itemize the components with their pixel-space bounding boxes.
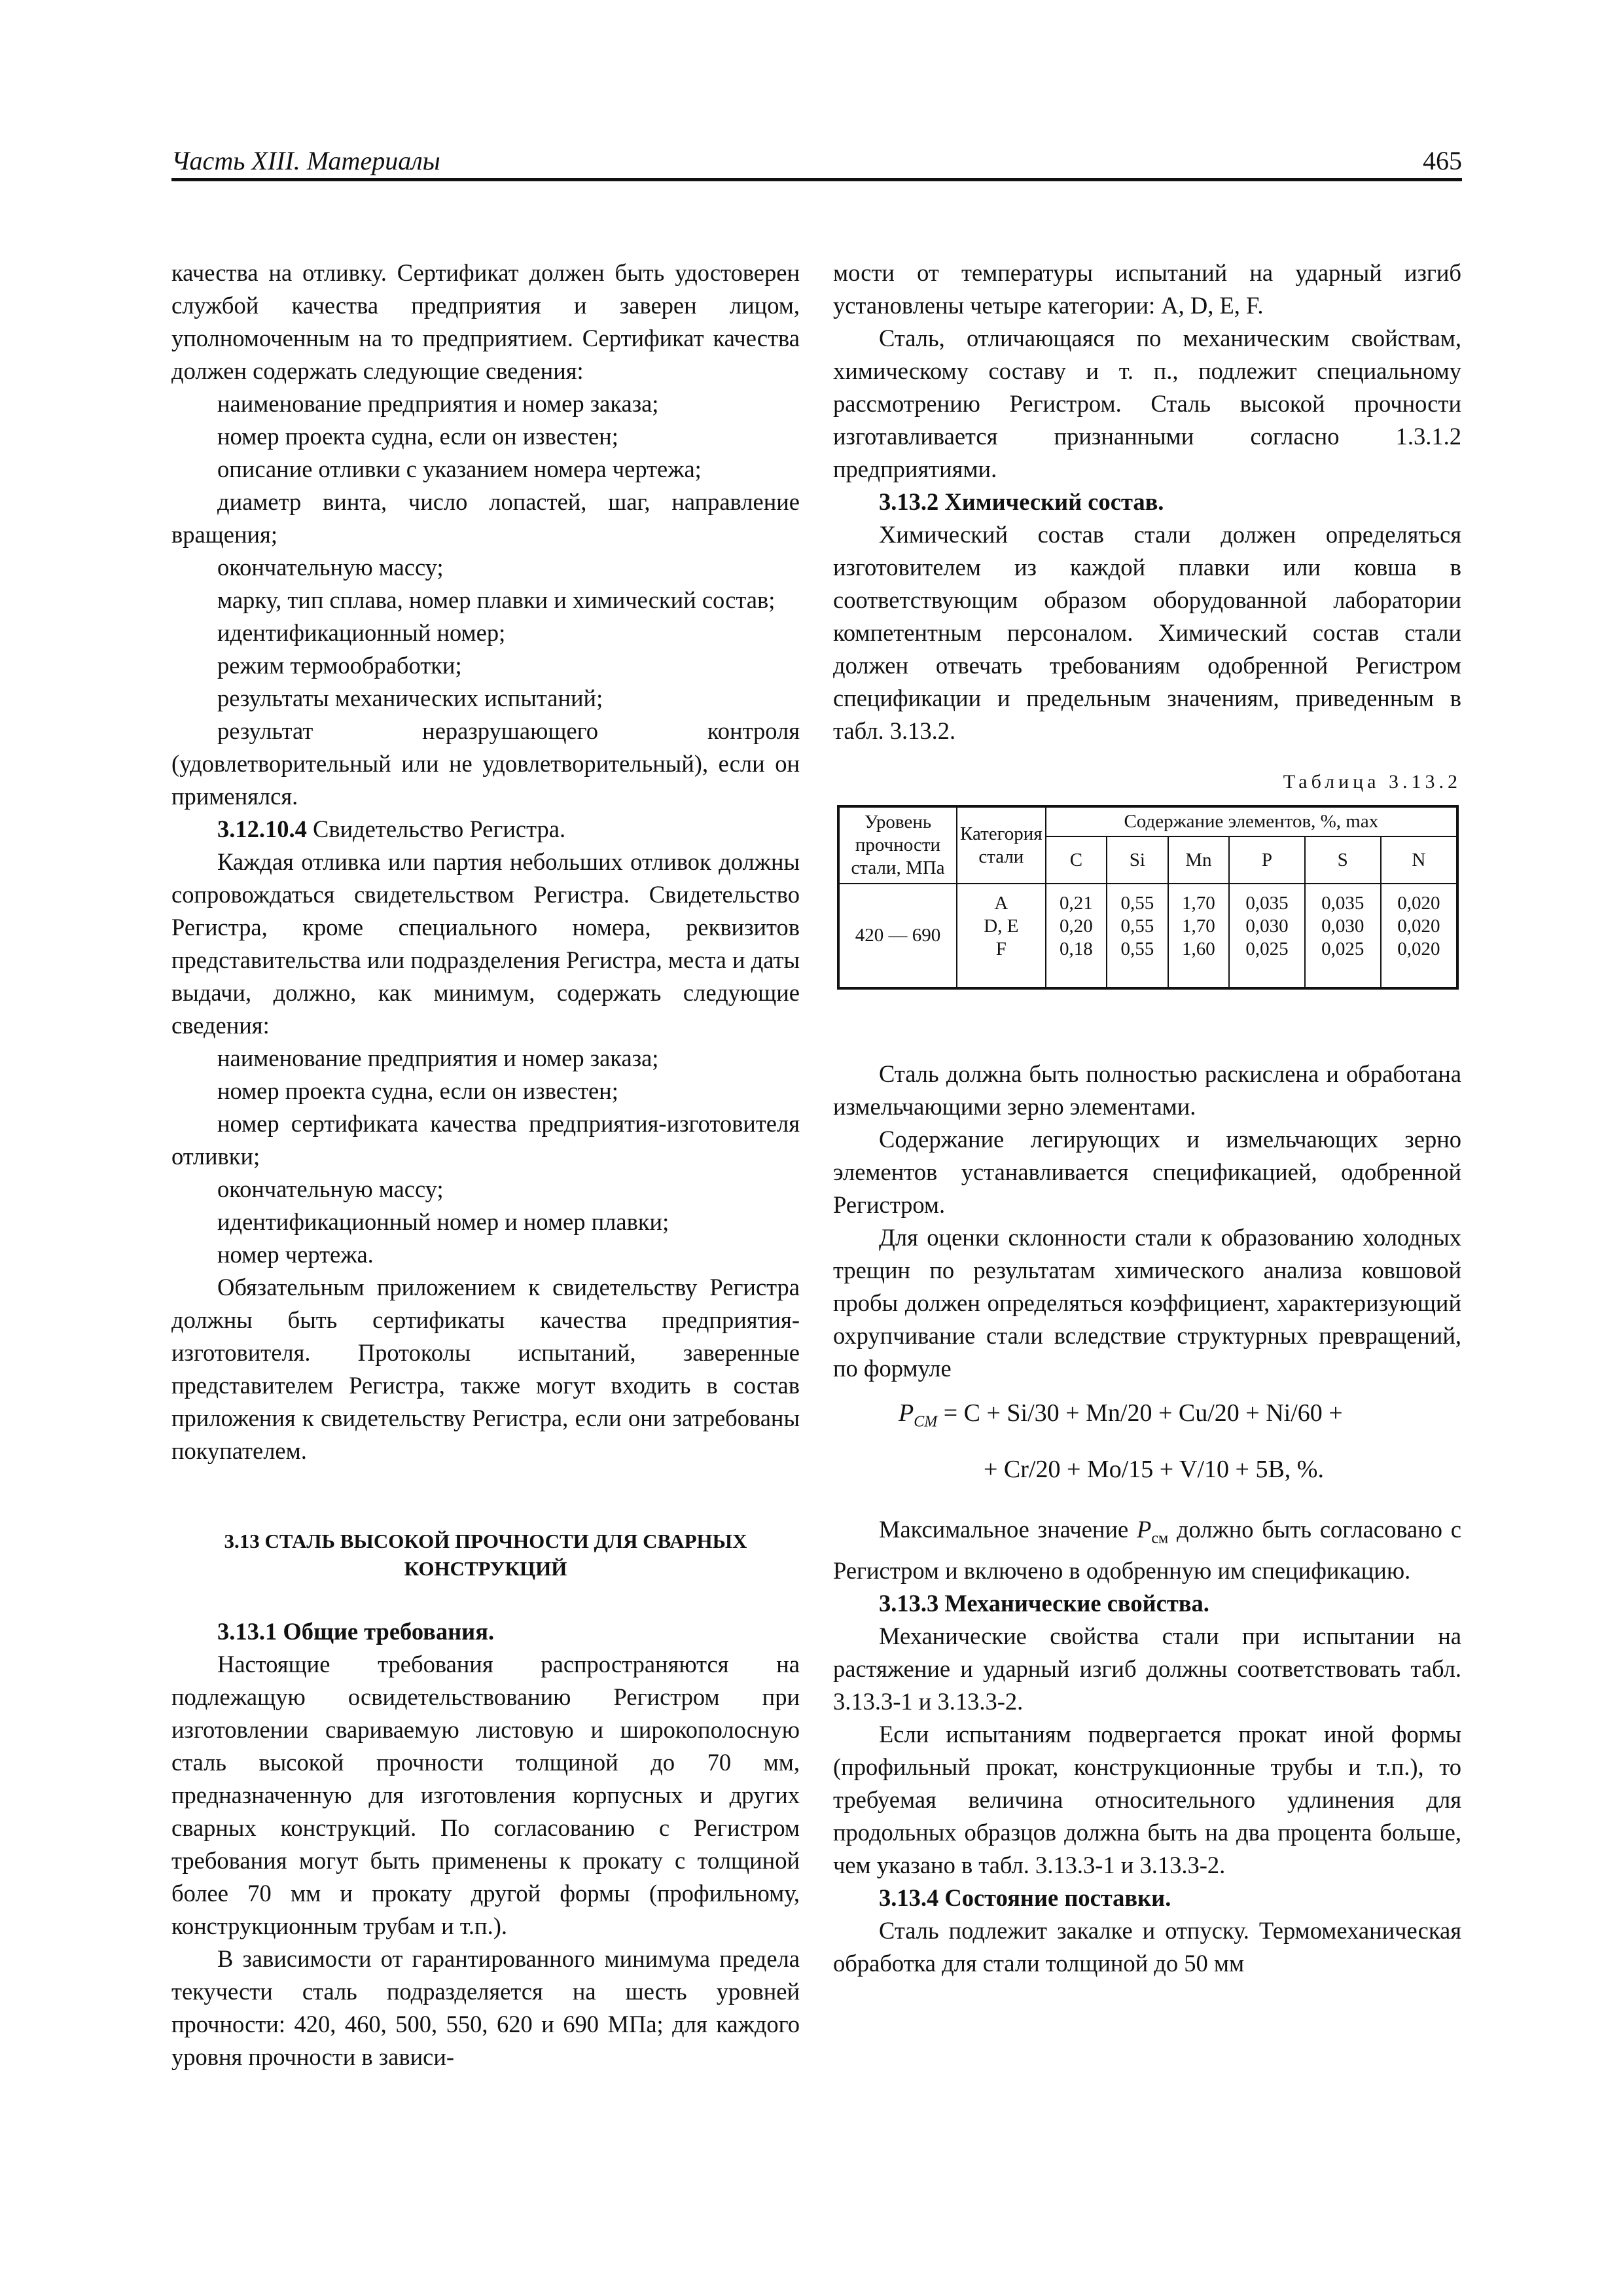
table-header-category: Категория стали (957, 806, 1046, 884)
header-title: Часть XIII. Материалы (171, 146, 440, 175)
list-item: наименование предприятия и номер заказа; (217, 390, 659, 417)
formula-line-1: $P_{CM} = C + Si/30 + Mn/20 + Cu/20 + Ni/60$ + (899, 1399, 1343, 1431)
formula (833, 1397, 1461, 1505)
table-header-content: Содержание элементов, %, max (1046, 806, 1457, 836)
paragraph: Механические свойства стали при испытании на растяжение и ударный изгиб должны соответствовать табл. 3.13.3-1 и 3.13.3-2. (833, 1623, 1461, 1715)
list-item: номер сертификата качества предприятия-изготовителя отливки; (171, 1110, 800, 1170)
list-item: окончательную массу; (217, 1175, 444, 1202)
paragraph: Если испытаниям подвергается прокат иной формы (профильный прокат, конструкционные трубы и т.п.), то требуемая величина относительного удлинения для продольных образцов должна быть на два процента больше, чем указано в табл. 3.13.3-1 и 3.13.3-2. (833, 1721, 1461, 1879)
formula-line-2: + Cr/20 + Mo/15 + V/10 + 5B, %. (984, 1456, 1324, 1483)
table-header-element: Mn (1168, 836, 1229, 884)
list-item: диаметр винта, число лопастей, шаг, направление вращения; (171, 488, 800, 548)
table-caption: Таблица 3.13.2 (1283, 771, 1461, 793)
table-cell-categories: A D, E F (957, 884, 1046, 988)
table-header-element: Si (1107, 836, 1168, 884)
subsection-heading: 3.13.4 Состояние поставки. (879, 1884, 1171, 1912)
running-header (171, 143, 1462, 181)
list-item: номер проекта судна, если он известен; (217, 1077, 618, 1104)
list-item: результаты механических испытаний; (217, 685, 603, 711)
table-cell-mn: 1,70 1,70 1,60 (1168, 884, 1229, 988)
table-header-level: Уровень прочности стали, МПа (838, 806, 957, 884)
left-column (171, 257, 800, 2073)
paragraph: Обязательным приложением к свидетельству Регистра должны быть сертификаты качества предприятия-изготовителя. Протоколы испытаний, заверенные представителем Регистра, также могут входить в состав приложения к свидетельству Регистра, если они затребованы покупателем. (171, 1274, 800, 1464)
paragraph: Для оценки склонности стали к образованию холодных трещин по результатам химического анализа ковшовой пробы должен определяться коэффициент, характеризующий охрупчивание стали вследствие структурных превращений, по формуле (833, 1224, 1461, 1382)
subsection-heading (171, 813, 800, 846)
table-cell-n: 0,020 0,020 0,020 (1381, 884, 1457, 988)
table-cell-p: 0,035 0,030 0,025 (1229, 884, 1305, 988)
table-cell-si: 0,55 0,55 0,55 (1107, 884, 1168, 988)
table-cell-level: 420 — 690 (838, 884, 957, 988)
right-column (833, 257, 1461, 1980)
list-item: марку, тип сплава, номер плавки и химический состав; (217, 586, 776, 613)
list-item: режим термообработки; (217, 652, 462, 679)
list-item: номер проекта судна, если он известен; (217, 423, 618, 450)
paragraph: мости от температуры испытаний на ударный изгиб установлены четыре категории: A, D, E, F. (833, 259, 1461, 319)
section-title: Свидетельство Регистра. (313, 816, 566, 842)
list-item: идентификационный номер; (217, 619, 506, 646)
list-item: идентификационный номер и номер плавки; (217, 1208, 669, 1235)
section-title: 3.13 СТАЛЬ ВЫСОКОЙ ПРОЧНОСТИ ДЛЯ СВАРНЫХ КОНСТРУКЦИЙ (224, 1530, 747, 1580)
chemical-composition-table (837, 805, 1459, 990)
paragraph: Сталь, отличающаяся по механическим свойствам, химическому составу и т. п., подлежит специальному рассмотрению Регистром. Сталь высокой прочности изготавливается признанными согласно 1.3.1.2 предприятиями. (833, 325, 1461, 482)
table-header-element: C (1046, 836, 1107, 884)
paragraph: Содержание легирующих и измельчающих зерно элементов устанавливается спецификацией, одобренной Регистром. (833, 1126, 1461, 1218)
subsection-heading: 3.13.2 Химический состав. (879, 488, 1164, 515)
paragraph: качества на отливку. Сертификат должен быть удостоверен службой качества предприятия и заверен лицом, уполномоченным на то предприятием. Сертификат качества должен содержать следующие сведения: (171, 259, 800, 384)
list-item: результат неразрушающего контроля (удовлетворительный или не удовлетворительный), если он применялся. (171, 717, 800, 810)
subsection-heading: 3.13.1 Общие требования. (217, 1618, 495, 1645)
paragraph: Сталь подлежит закалке и отпуску. Термомеханическая обработка для стали толщиной до 50 мм (833, 1917, 1461, 1977)
table-header-element: N (1381, 836, 1457, 884)
paragraph: Максимальное значение $P_{см}$ должно быть согласовано с Регистром и включено в одобренную им спецификацию. (833, 1516, 1462, 1585)
paragraph: Сталь должна быть полностью раскислена и обработана измельчающими зерно элементами. (833, 1060, 1461, 1120)
paragraph: Настоящие требования распространяются на подлежащую освидетельствованию Регистром при изготовлении свариваемую листовую и широкополосную сталь высокой прочности толщиной до 70 мм, предназначенную для изготовления корпусных и других сварных конструкций. По согласованию с Регистром требования могут быть применены к прокату с толщиной более 70 мм и прокату другой формы (профильному, конструкционным трубам и т.п.). (171, 1651, 800, 1939)
list-item: номер чертежа. (217, 1241, 374, 1268)
table-header-element: S (1305, 836, 1381, 884)
section-number: 3.12.10.4 (217, 816, 307, 842)
paragraph: Химический состав стали должен определяться изготовителем из каждой плавки или ковша в соответствующим образом оборудованной лаборатории компетентным персоналом. Химический состав стали должен отвечать требованиям одобренной Регистром спецификации и предельным значениям, приведенным в табл. 3.13.2. (833, 521, 1461, 744)
table-cell-c: 0,21 0,20 0,18 (1046, 884, 1107, 988)
list-item: окончательную массу; (217, 554, 444, 581)
list-item: описание отливки с указанием номера чертежа; (217, 456, 702, 482)
paragraph: В зависимости от гарантированного минимума предела текучести сталь подразделяется на шесть уровней прочности: 420, 460, 500, 550, 620 и 690 МПа; для каждого уровня прочности в зависи- (171, 1945, 800, 2070)
table-cell-s: 0,035 0,030 0,025 (1305, 884, 1381, 988)
subsection-heading: 3.13.3 Механические свойства. (879, 1590, 1209, 1617)
table-header-element: P (1229, 836, 1305, 884)
list-item: наименование предприятия и номер заказа; (217, 1045, 659, 1071)
paragraph: Каждая отливка или партия небольших отливок должны сопровождаться свидетельством Регистра. Свидетельство Регистра, кроме специального номера, реквизитов представительства или подразделения Регистра, места и даты выдачи, должно, как минимум, содержать следующие сведения: (171, 848, 800, 1039)
page-number: 465 (1423, 146, 1462, 175)
